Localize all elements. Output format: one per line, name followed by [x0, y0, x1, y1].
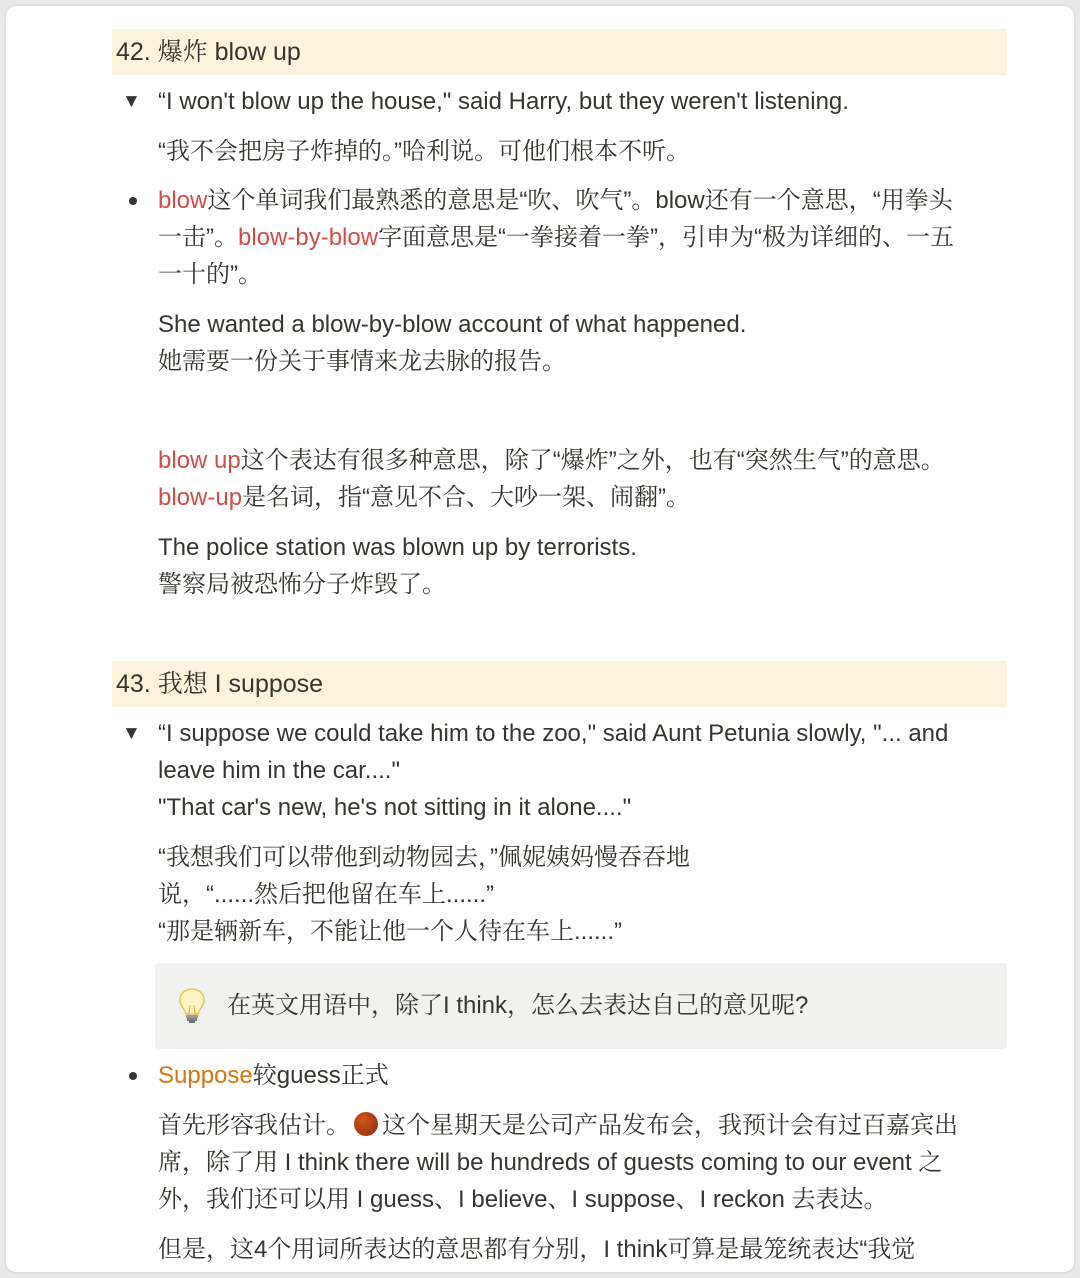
- toggle-quote-zh: “那是辆新车，不能让他一个人待在车上......”: [158, 918, 622, 945]
- callout-text: 在英文用语中，除了I think，怎么去表达自己的意见呢?: [227, 992, 809, 1019]
- example-en: She wanted a blow-by-blow account of what happened.: [158, 311, 747, 338]
- toggle-quote-en: “I won't blow up the house," said Harry, but they weren't listening.: [158, 88, 849, 115]
- callout-box: [155, 963, 1007, 1049]
- bullet-dot-icon: [129, 1072, 137, 1080]
- paragraph-line: 外，我们还可以用 I guess、I believe、I suppose、I reckon 去表达。: [158, 1186, 888, 1213]
- bullet-text: 一击”。: [158, 224, 238, 251]
- example-zh: 她需要一份关于事情来龙去脉的报告。: [158, 348, 566, 375]
- highlight-word: blow-up: [158, 484, 243, 511]
- paragraph-text: 是名词，指“意见不合、大吵一架、闹翻”。: [242, 484, 691, 511]
- chestnut-emoji-icon: [354, 1112, 378, 1136]
- paragraph-text: 这个星期天是公司产品发布会，我预计会有过百嘉宾出: [382, 1112, 958, 1139]
- highlight-word: blow up: [158, 447, 241, 474]
- bullet-text: 字面意思是“一拳接着一拳”，引申为“极为详细的、一五: [378, 224, 955, 251]
- bullet-line: 一十的”。: [158, 261, 262, 288]
- paragraph-text: 这个表达有很多种意思，除了“爆炸”之外，也有“突然生气”的意思。: [240, 447, 945, 474]
- toggle-triangle-icon[interactable]: ▼: [122, 91, 141, 112]
- section-heading-43: 43. 我想 I suppose: [112, 661, 1007, 707]
- document-page: [6, 6, 1074, 1272]
- bullet-text: 这个单词我们最熟悉的意思是“吹、吹气”。blow还有一个意思，“用拳头: [207, 187, 953, 214]
- bullet-line: [158, 182, 953, 219]
- section-heading-42: 42. 爆炸 blow up: [112, 29, 1007, 75]
- lightbulb-icon: [177, 987, 207, 1025]
- toggle-quote-zh: “我想我们可以带他到动物园去，”佩妮姨妈慢吞吞地: [158, 844, 690, 871]
- paragraph-line: [158, 442, 945, 479]
- toggle-quote-zh: “我不会把房子炸掉的。”哈利说。可他们根本不听。: [158, 138, 690, 165]
- paragraph-line: 席，除了用 I think there will be hundreds of guests coming to our event 之: [158, 1149, 943, 1176]
- bullet-line: [158, 1057, 389, 1094]
- toggle-quote-en: leave him in the car....": [158, 757, 400, 784]
- example-en: The police station was blown up by terrorists.: [158, 534, 637, 561]
- highlight-word: Suppose: [158, 1062, 253, 1089]
- toggle-quote-zh: 说，“......然后把他留在车上......”: [158, 881, 494, 908]
- example-zh: 警察局被恐怖分子炸毁了。: [158, 571, 446, 598]
- bullet-line: [158, 219, 954, 256]
- highlight-word: blow: [158, 187, 208, 214]
- paragraph-line: [158, 1107, 958, 1144]
- paragraph-line: [158, 479, 690, 516]
- toggle-quote-en: "That car's new, he's not sitting in it alone....": [158, 794, 632, 821]
- bullet-dot-icon: [129, 197, 137, 205]
- highlight-word: blow-by-blow: [238, 224, 379, 251]
- bullet-text: 较guess正式: [252, 1062, 389, 1089]
- paragraph-line: 但是，这4个用词所表达的意思都有分别，I think可算是最笼统表达“我觉: [158, 1236, 916, 1263]
- toggle-quote-en: “I suppose we could take him to the zoo," said Aunt Petunia slowly, "... and: [158, 720, 949, 747]
- toggle-triangle-icon[interactable]: ▼: [122, 723, 141, 744]
- paragraph-text: 首先形容我估计。: [158, 1112, 350, 1139]
